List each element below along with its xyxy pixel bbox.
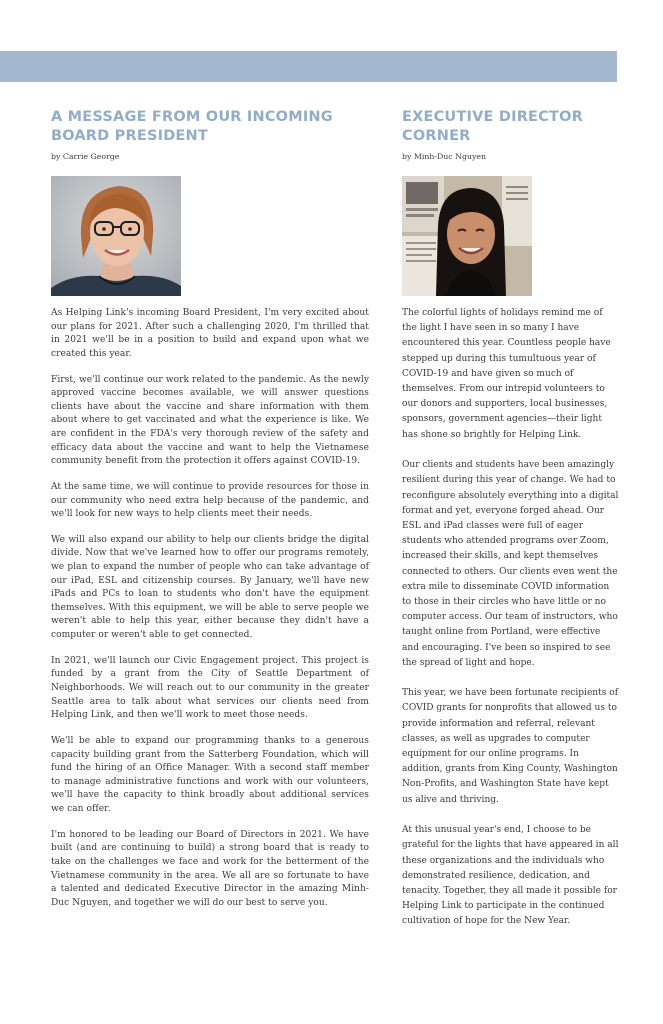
executive-director-photo (402, 176, 532, 296)
paragraph: At this unusual year's end, I choose to be grateful for the lights that have appeared in all these organizations and the individuals who demonstrated resilience, dedication, and tenacity. Together, they all made it possible for Helping Link to participate in the continued cultivation of hope for the New Year. (402, 825, 619, 927)
article-body (402, 306, 620, 930)
portrait-image (51, 176, 181, 296)
paragraph: This year, we have been fortunate recipients of COVID grants for nonprofits that allowed us to provide information and referral, relevant classes, as well as upgrades to computer equipment for our online programs. In addition, grants from King County, Washington Non-Profits, and Washington State have kept us alive and thriving. (402, 688, 619, 805)
paragraph: The colorful lights of holidays remind me of the light I have seen in so many I have encountered this year. Countless people have stepped up during this tumultuous year of COVID-19 and have given so much of themselves. From our intrepid volunteers to our donors and supporters, local businesses, sponsors, government agencies—their light has shone so brightly for Helping Link. (402, 308, 611, 440)
article-title (51, 108, 369, 146)
paragraph: We will also expand our ability to help our clients bridge the digital divide. Now that we've learned how to offer our programs remotely, we plan to expand the number of people who can take advantage of our iPad, ESL and citizenship courses. By January, we'll have new iPads and PCs to loan to students who don't have the equipment themselves. With this equipment, we will be able to serve people we weren't able to help this year, either because they didn't have a computer or weren't able to get connected. (51, 534, 369, 641)
board-president-article (51, 108, 369, 922)
byline: by Carrie George (51, 152, 120, 161)
title-line: CORNER (402, 128, 471, 144)
paragraph: We'll be able to expand our programming thanks to a generous capacity building grant from the Satterberg Foundation, which will fund the hiring of an Office Manager. With a second staff member to manage administrative functions and work with our volunteers, we'll have the capacity to think broadly about additional services we can offer. (51, 735, 369, 814)
byline: by Minh-Duc Nguyen (402, 152, 487, 161)
paragraph: As Helping Link's incoming Board President, I'm very excited about our plans for 2021. After such a challenging 2020, I'm thrilled that in 2021 we'll be in a position to build and expand upon what we created this year. (51, 308, 369, 359)
article-body (51, 307, 369, 910)
title-line: BOARD PRESIDENT (51, 128, 208, 144)
title-line: A MESSAGE FROM OUR INCOMING (51, 109, 333, 125)
paragraph: First, we'll continue our work related to the pandemic. As the newly approved vaccine becomes available, we will answer questions clients have about the vaccine and share information with them about where to get vaccinated and what the experience is like. We are confident in the FDA's very thorough review of the safety and efficacy data about the vaccine and want to help the Vietnamese community benefit from the protection it offers against COVID-19. (51, 374, 369, 467)
executive-director-article (402, 108, 620, 945)
article-title (402, 108, 620, 146)
title-line: EXECUTIVE DIRECTOR (402, 109, 583, 125)
paragraph: I'm honored to be leading our Board of Directors in 2021. We have built (and are continuing to build) a strong board that is ready to take on the challenges we face and work for the betterment of the Vietnamese community in the area. We all are so fortunate to have a talented and dedicated Executive Director in the amazing Minh-Duc Nguyen, and together we will do our best to serve you. (51, 829, 369, 908)
paragraph: Our clients and students have been amazingly resilient during this year of change. We had to reconfigure absolutely everything into a digital format and yet, everyone forged ahead. Our ESL and iPad classes were full of eager students who attended programs over Zoom, increased their skills, and kept themselves connected to others. Our clients even went the extra mile to disseminate COVID information to those in their circles who have little or no computer access. Our team of instructors, who taught online from Portland, were effective and encouraging. I've been so inspired to see the spread of light and hope. (402, 460, 619, 668)
header-band (0, 51, 617, 82)
board-president-photo (51, 176, 181, 296)
portrait-image (402, 176, 532, 296)
paragraph: At the same time, we will continue to provide resources for those in our community who need extra help because of the pandemic, and we'll look for new ways to help clients meet their needs. (51, 481, 369, 520)
paragraph: In 2021, we'll launch our Civic Engagement project. This project is funded by a grant from the City of Seattle Department of Neighborhoods. We will reach out to our community in the greater Seattle area to talk about what services our clients need from Helping Link, and then we'll work to meet those needs. (51, 655, 369, 721)
